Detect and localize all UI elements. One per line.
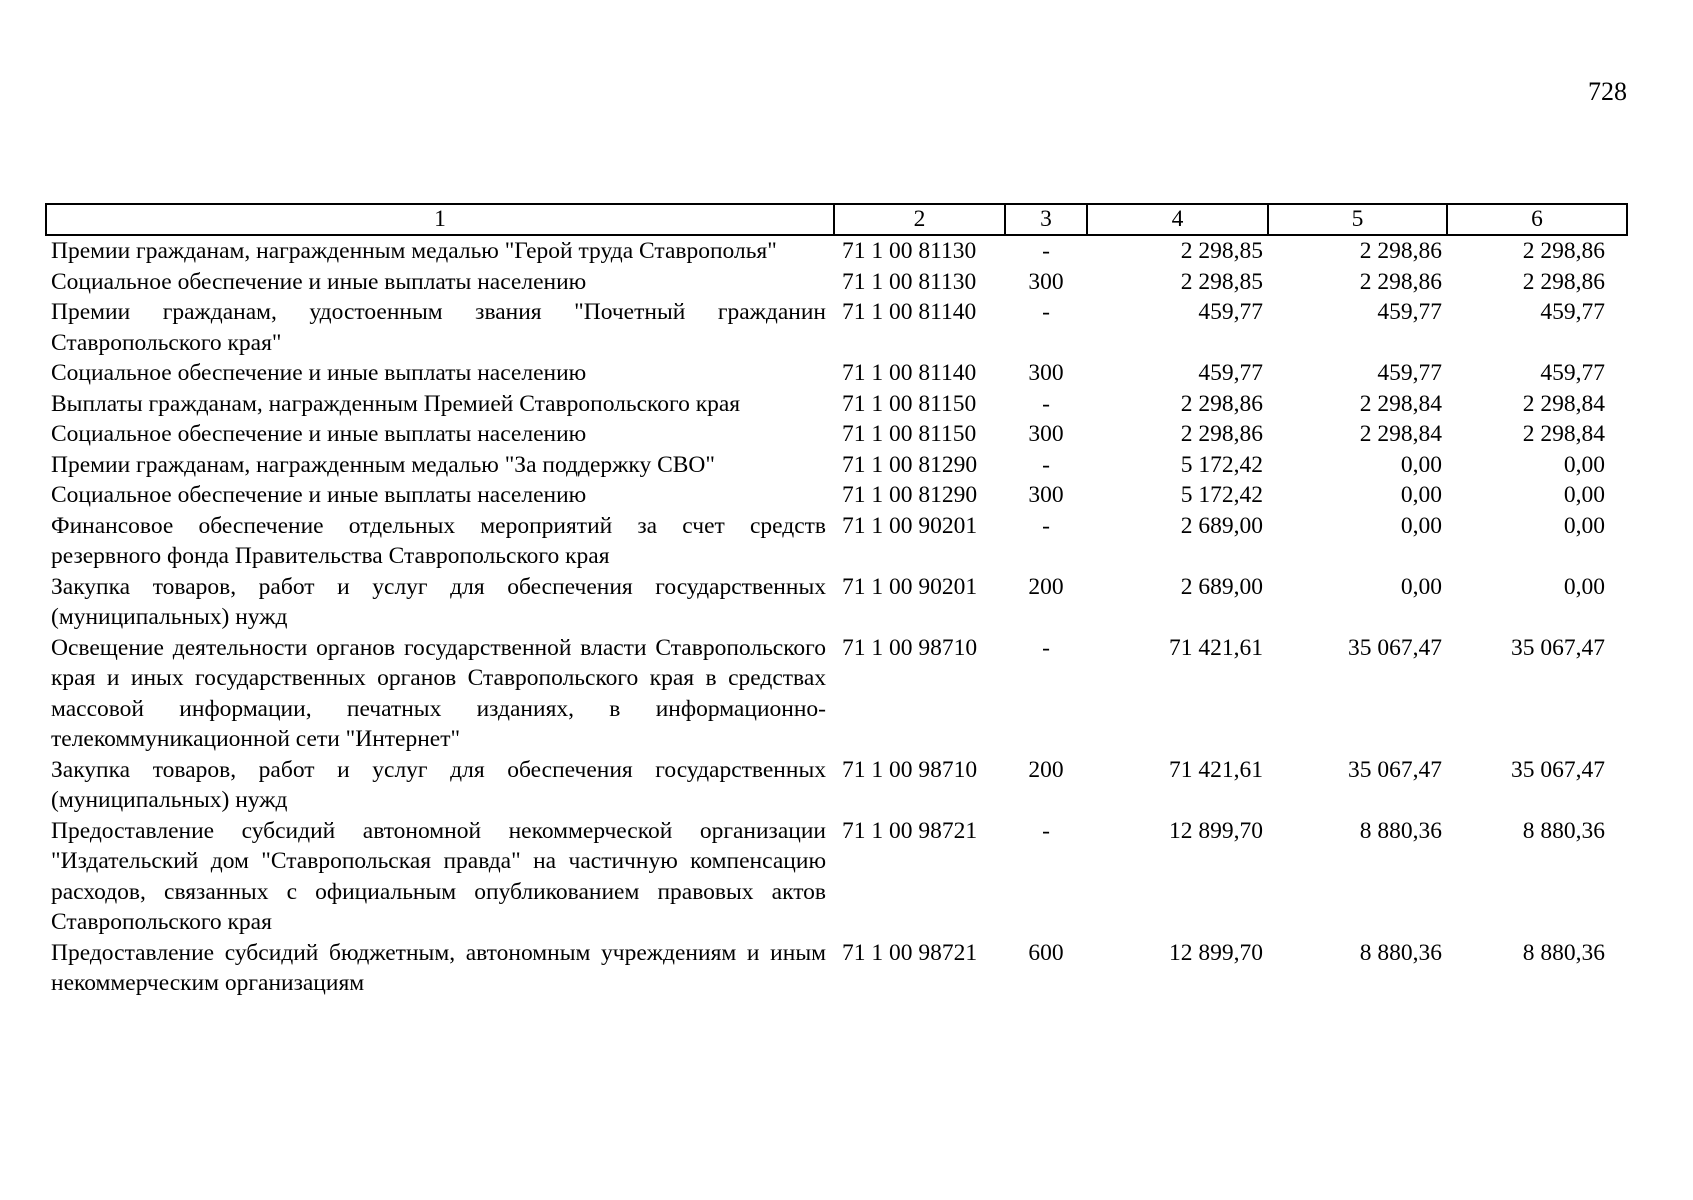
row-amount-col5: 8 880,36 [1359, 939, 1442, 966]
row-target-code: 71 1 00 81140 [842, 299, 977, 325]
row-amount-col6: 0,00 [1563, 512, 1605, 539]
row-target-code: 71 1 00 81130 [842, 238, 977, 264]
row-amount-col5: 2 298,84 [1359, 421, 1442, 447]
row-amount-col5: 0,00 [1400, 573, 1442, 600]
row-name: Финансовое обеспечение отдельных мероприятий за счет средств резервного фонда Правительства Ставропольского края [51, 512, 826, 569]
header-col-5: 5 [1268, 204, 1447, 235]
row-name: Предоставление субсидий автономной некоммерческой организации "Издательский дом "Ставропольская правда" на частичную компенсацию расходов, связанных с официальным опубликованием правовых актов Ставропольского края [51, 817, 826, 935]
row-amount-col6: 2 298,86 [1522, 268, 1605, 295]
page-number: 728 [1588, 77, 1627, 106]
row-amount-col4: 71 421,61 [1169, 634, 1263, 661]
row-expense-type: - [1042, 817, 1050, 844]
row-expense-type: - [1042, 299, 1050, 325]
row-expense-type: - [1042, 390, 1050, 417]
row-amount-col5: 2 298,86 [1359, 238, 1442, 264]
row-amount-col5: 2 298,86 [1359, 268, 1442, 295]
row-amount-col5: 35 067,47 [1348, 756, 1442, 783]
row-target-code: 71 1 00 81290 [842, 451, 978, 478]
row-expense-type: - [1042, 451, 1050, 478]
header-col-4: 4 [1087, 204, 1268, 235]
table-body [46, 235, 1627, 999]
row-expense-type: - [1042, 512, 1050, 539]
row-expense-type: 200 [1028, 573, 1064, 600]
row-name: Премии гражданам, награжденным медалью "За поддержку СВО" [51, 451, 715, 478]
row-expense-type: 300 [1028, 360, 1064, 386]
row-target-code: 71 1 00 90201 [842, 573, 978, 600]
table-row [46, 389, 1627, 420]
row-amount-col5: 0,00 [1400, 482, 1442, 508]
row-target-code: 71 1 00 98710 [842, 756, 978, 783]
row-amount-col5: 459,77 [1377, 360, 1442, 386]
row-expense-type: 600 [1028, 939, 1064, 966]
row-name: Премии гражданам, удостоенным звания "Почетный гражданин Ставропольского края" [51, 299, 826, 356]
row-target-code: 71 1 00 98710 [842, 634, 978, 661]
row-amount-col6: 8 880,36 [1522, 939, 1605, 966]
row-amount-col6: 0,00 [1563, 482, 1605, 508]
header-col-6: 6 [1447, 204, 1627, 235]
row-amount-col6: 35 067,47 [1511, 756, 1605, 783]
row-amount-col6: 2 298,84 [1522, 390, 1605, 417]
row-target-code: 71 1 00 81150 [842, 390, 977, 417]
table-row [46, 480, 1627, 511]
table-row [46, 267, 1627, 298]
table-header [46, 204, 1627, 235]
row-amount-col4: 2 689,00 [1180, 512, 1263, 539]
row-expense-type: 300 [1028, 268, 1064, 295]
row-name: Премии гражданам, награжденным медалью "Герой труда Ставрополья" [51, 238, 777, 264]
row-amount-col6: 2 298,84 [1522, 421, 1605, 447]
row-amount-col4: 5 172,42 [1180, 451, 1263, 478]
budget-table [45, 203, 1628, 999]
row-name: Предоставление субсидий бюджетным, автономным учреждениям и иным некоммерческим организациям [51, 939, 826, 996]
row-name: Социальное обеспечение и иные выплаты населению [51, 482, 587, 508]
row-name: Закупка товаров, работ и услуг для обеспечения государственных (муниципальных) нужд [51, 573, 826, 630]
header-col-1: 1 [46, 204, 834, 235]
row-amount-col5: 0,00 [1400, 512, 1442, 539]
row-name: Освещение деятельности органов государственной власти Ставропольского края и иных государственных органов Ставропольского края в средствах массовой информации, печатных изданиях, в информационно-телекоммуникационной сети "Интернет" [51, 634, 826, 752]
table-row [46, 755, 1627, 816]
row-amount-col4: 12 899,70 [1169, 939, 1263, 966]
row-target-code: 71 1 00 98721 [842, 817, 978, 844]
row-amount-col5: 35 067,47 [1348, 634, 1442, 661]
row-amount-col6: 8 880,36 [1522, 817, 1605, 844]
row-amount-col6: 459,77 [1540, 360, 1605, 386]
row-name: Выплаты гражданам, награжденным Премией Ставропольского края [51, 390, 741, 417]
row-amount-col6: 2 298,86 [1522, 238, 1605, 264]
row-amount-col6: 459,77 [1540, 299, 1605, 325]
row-target-code: 71 1 00 81130 [842, 268, 977, 295]
row-amount-col4: 2 298,86 [1180, 421, 1263, 447]
row-amount-col4: 2 298,85 [1180, 238, 1263, 264]
row-amount-col4: 2 689,00 [1180, 573, 1263, 600]
row-amount-col4: 5 172,42 [1180, 482, 1263, 508]
table-row [46, 358, 1627, 389]
table-row [46, 816, 1627, 938]
row-expense-type: - [1042, 238, 1050, 264]
row-expense-type: 300 [1028, 482, 1064, 508]
header-col-2: 2 [834, 204, 1005, 235]
row-amount-col5: 0,00 [1400, 451, 1442, 478]
row-target-code: 71 1 00 90201 [842, 512, 978, 539]
table-row [46, 572, 1627, 633]
row-amount-col6: 35 067,47 [1511, 634, 1605, 661]
table-row [46, 511, 1627, 572]
table-row [46, 297, 1627, 358]
row-target-code: 71 1 00 81290 [842, 482, 978, 508]
row-name: Социальное обеспечение и иные выплаты населению [51, 268, 587, 295]
row-name: Закупка товаров, работ и услуг для обеспечения государственных (муниципальных) нужд [51, 756, 826, 813]
row-amount-col4: 2 298,86 [1180, 390, 1263, 417]
row-expense-type: - [1042, 634, 1050, 661]
table-row [46, 235, 1627, 267]
row-target-code: 71 1 00 81150 [842, 421, 977, 447]
table-row [46, 938, 1627, 999]
row-amount-col4: 2 298,85 [1180, 268, 1263, 295]
row-amount-col4: 71 421,61 [1169, 756, 1263, 783]
row-name: Социальное обеспечение и иные выплаты населению [51, 421, 587, 447]
table-row [46, 450, 1627, 481]
row-expense-type: 300 [1028, 421, 1064, 447]
row-amount-col5: 459,77 [1377, 299, 1442, 325]
table-row [46, 419, 1627, 450]
row-expense-type: 200 [1028, 756, 1064, 783]
row-target-code: 71 1 00 98721 [842, 939, 978, 966]
row-amount-col4: 459,77 [1198, 299, 1263, 325]
row-amount-col5: 2 298,84 [1359, 390, 1442, 417]
header-col-3: 3 [1005, 204, 1087, 235]
row-amount-col4: 12 899,70 [1169, 817, 1263, 844]
row-amount-col6: 0,00 [1563, 451, 1605, 478]
row-amount-col5: 8 880,36 [1359, 817, 1442, 844]
row-amount-col4: 459,77 [1198, 360, 1263, 386]
row-amount-col6: 0,00 [1563, 573, 1605, 600]
header-row [46, 204, 1627, 235]
row-name: Социальное обеспечение и иные выплаты населению [51, 360, 587, 386]
table-row [46, 633, 1627, 755]
row-target-code: 71 1 00 81140 [842, 360, 977, 386]
